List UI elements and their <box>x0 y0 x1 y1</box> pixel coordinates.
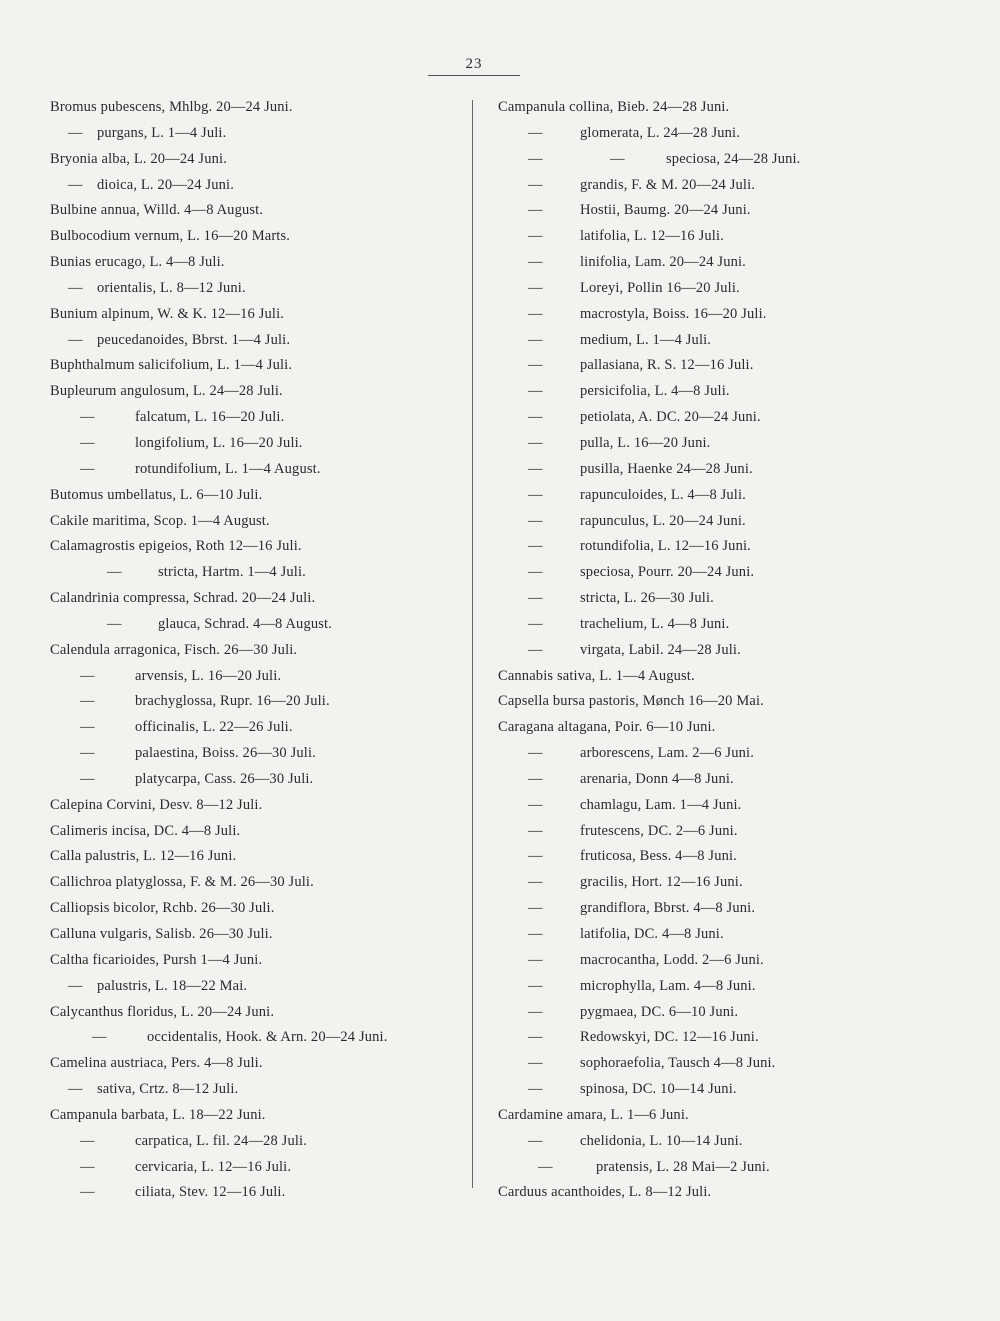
entry-line <box>498 1077 938 1103</box>
entry-text: spinosa, DC. 10—14 Juni. <box>580 1081 737 1098</box>
entry-text: grandiflora, Bbrst. 4—8 Juni. <box>580 900 756 917</box>
entry-line <box>498 1025 938 1051</box>
entry-line <box>50 224 465 250</box>
entry-line <box>50 1051 465 1077</box>
entry-text: occidentalis, Hook. & Arn. 20—24 Juni. <box>147 1029 388 1046</box>
entry-line <box>498 431 938 457</box>
entry-text: Bupleurum angulosum, L. 24—28 Juli. <box>50 383 283 400</box>
entry-line <box>50 405 465 431</box>
ditto-dash: — <box>528 1081 543 1098</box>
ditto-dash: — <box>528 512 543 529</box>
entry-text: trachelium, L. 4—8 Juni. <box>580 615 730 632</box>
entry-text: Capsella bursa pastoris, Mønch 16—20 Mai. <box>498 693 764 710</box>
entry-line <box>50 586 465 612</box>
entry-text: arenaria, Donn 4—8 Juni. <box>580 770 734 787</box>
entry-text: Caragana altagana, Poir. 6—10 Juni. <box>498 719 716 736</box>
entry-text: rapunculus, L. 20—24 Juni. <box>580 512 746 529</box>
entry-text: peucedanoides, Bbrst. 1—4 Juli. <box>97 331 291 348</box>
entry-line <box>498 198 938 224</box>
entry-text: Cakile maritima, Scop. 1—4 August. <box>50 512 270 529</box>
entry-text: Carduus acanthoides, L. 8—12 Juli. <box>498 1184 712 1201</box>
ditto-dash: — <box>68 176 83 193</box>
entry-text: medium, L. 1—4 Juli. <box>580 331 712 348</box>
entry-text: pulla, L. 16—20 Juni. <box>580 434 711 451</box>
ditto-dash: — <box>528 486 543 503</box>
page-number: 23 <box>428 56 520 76</box>
entry-text: rotundifolia, L. 12—16 Juni. <box>580 538 751 555</box>
entry-line <box>50 509 465 535</box>
entry-line <box>50 121 465 147</box>
entry-text: chelidonia, L. 10—14 Juni. <box>580 1132 743 1149</box>
ditto-dash: — <box>80 770 95 787</box>
entry-text: rapunculoides, L. 4—8 Juli. <box>580 486 746 503</box>
ditto-dash: — <box>528 977 543 994</box>
entry-line <box>498 353 938 379</box>
entry-text: Hostii, Baumg. 20—24 Juni. <box>580 202 751 219</box>
entry-line <box>498 405 938 431</box>
entry-line <box>498 1103 938 1129</box>
entry-line <box>498 741 938 767</box>
entry-line <box>50 741 465 767</box>
entry-line <box>498 870 938 896</box>
entry-line <box>498 612 938 638</box>
entry-line <box>498 483 938 509</box>
ditto-dash: — <box>107 564 122 581</box>
ditto-dash: — <box>528 460 543 477</box>
ditto-dash: — <box>528 1003 543 1020</box>
entry-line <box>50 250 465 276</box>
entry-line <box>50 715 465 741</box>
entry-text: Calamagrostis epigeios, Roth 12—16 Juli. <box>50 538 302 555</box>
ditto-dash: — <box>68 331 83 348</box>
entry-line <box>50 870 465 896</box>
entry-line <box>498 586 938 612</box>
entry-line <box>498 819 938 845</box>
ditto-dash: — <box>528 1132 543 1149</box>
entry-text: Redowskyi, DC. 12—16 Juni. <box>580 1029 759 1046</box>
entry-line <box>50 948 465 974</box>
entry-line <box>498 1155 938 1181</box>
entry-line <box>50 353 465 379</box>
entry-line <box>498 1180 938 1206</box>
entry-line <box>50 612 465 638</box>
entry-line <box>50 379 465 405</box>
ditto-dash: — <box>528 1029 543 1046</box>
entry-text: falcatum, L. 16—20 Juli. <box>135 409 285 426</box>
entry-text: Calepina Corvini, Desv. 8—12 Juli. <box>50 796 263 813</box>
entry-line <box>50 1103 465 1129</box>
entry-line <box>50 1000 465 1026</box>
entry-line <box>50 1180 465 1206</box>
entry-text: macrocantha, Lodd. 2—6 Juni. <box>580 951 764 968</box>
ditto-dash: — <box>80 693 95 710</box>
entry-text: cervicaria, L. 12—16 Juli. <box>135 1158 292 1175</box>
ditto-dash: — <box>528 434 543 451</box>
entry-line <box>498 844 938 870</box>
entry-line <box>498 689 938 715</box>
entry-text: Caltha ficarioides, Pursh 1—4 Juni. <box>50 951 263 968</box>
entry-line <box>498 896 938 922</box>
entry-text: virgata, Labil. 24—28 Juli. <box>580 641 741 658</box>
entry-text: pratensis, L. 28 Mai—2 Juni. <box>596 1158 770 1175</box>
entry-text: latifolia, DC. 4—8 Juni. <box>580 926 724 942</box>
ditto-dash: — <box>528 409 543 426</box>
entry-line <box>50 95 465 121</box>
entry-text: Calluna vulgaris, Salisb. 26—30 Juli. <box>50 926 273 942</box>
entry-text: arborescens, Lam. 2—6 Juni. <box>580 745 754 762</box>
entry-line <box>50 276 465 302</box>
ditto-dash: — <box>528 848 543 865</box>
entry-text: grandis, F. & M. 20—24 Juli. <box>580 176 756 193</box>
ditto-dash: — <box>528 564 543 581</box>
ditto-dash: — <box>528 383 543 400</box>
ditto-dash: — <box>107 615 122 632</box>
entry-line <box>50 302 465 328</box>
entry-line <box>498 302 938 328</box>
entry-text: officinalis, L. 22—26 Juli. <box>135 719 293 736</box>
entry-line <box>498 948 938 974</box>
ditto-dash: — <box>80 667 95 684</box>
entry-text: macrostyla, Boiss. 16—20 Juli. <box>580 305 767 322</box>
entry-line <box>498 147 938 173</box>
ditto-dash: — <box>610 150 625 167</box>
entry-text: longifolium, L. 16—20 Juli. <box>135 434 303 451</box>
entry-line <box>498 922 938 948</box>
entry-text: Calandrinia compressa, Schrad. 20—24 Juli. <box>50 590 316 607</box>
entry-text: palustris, L. 18—22 Mai. <box>97 977 248 994</box>
entry-line <box>498 457 938 483</box>
entry-text: Campanula collina, Bieb. 24—28 Juni. <box>498 99 730 115</box>
ditto-dash: — <box>80 719 95 736</box>
entry-text: Calendula arragonica, Fisch. 26—30 Juli. <box>50 641 298 658</box>
left-column <box>50 95 465 1206</box>
entry-line <box>50 483 465 509</box>
entry-line <box>498 509 938 535</box>
entry-line <box>50 689 465 715</box>
ditto-dash: — <box>80 745 95 762</box>
entry-line <box>498 560 938 586</box>
entry-line <box>50 457 465 483</box>
entry-line <box>50 1129 465 1155</box>
ditto-dash: — <box>528 538 543 555</box>
ditto-dash: — <box>68 279 83 296</box>
entry-line <box>498 1051 938 1077</box>
entry-text: frutescens, DC. 2—6 Juni. <box>580 822 738 839</box>
entry-text: gracilis, Hort. 12—16 Juni. <box>580 874 743 891</box>
ditto-dash: — <box>528 926 543 942</box>
entry-text: Calla palustris, L. 12—16 Juni. <box>50 848 237 865</box>
ditto-dash: — <box>528 641 543 658</box>
entry-line <box>50 198 465 224</box>
ditto-dash: — <box>80 434 95 451</box>
entry-text: petiolata, A. DC. 20—24 Juni. <box>580 409 761 426</box>
entry-line <box>50 922 465 948</box>
ditto-dash: — <box>528 124 543 141</box>
ditto-dash: — <box>528 874 543 891</box>
entry-line <box>50 560 465 586</box>
entry-text: brachyglossa, Rupr. 16—20 Juli. <box>135 693 330 710</box>
entry-line <box>50 819 465 845</box>
entry-text: chamlagu, Lam. 1—4 Juni. <box>580 796 742 813</box>
entry-text: Bunium alpinum, W. & K. 12—16 Juli. <box>50 305 285 322</box>
ditto-dash: — <box>528 357 543 374</box>
ditto-dash: — <box>80 1158 95 1175</box>
entry-text: persicifolia, L. 4—8 Juli. <box>580 383 730 400</box>
entry-line <box>50 767 465 793</box>
entry-line <box>498 767 938 793</box>
entry-text: Calimeris incisa, DC. 4—8 Juli. <box>50 822 241 839</box>
entry-line <box>498 224 938 250</box>
entry-text: purgans, L. 1—4 Juli. <box>97 124 227 141</box>
entry-line <box>50 974 465 1000</box>
entry-line <box>50 1025 465 1051</box>
entry-text: Calycanthus floridus, L. 20—24 Juni. <box>50 1003 275 1020</box>
entry-text: fruticosa, Bess. 4—8 Juni. <box>580 848 737 865</box>
entry-text: sophoraefolia, Tausch 4—8 Juni. <box>580 1055 776 1072</box>
entry-text: Bulbine annua, Willd. 4—8 August. <box>50 202 264 219</box>
entry-line <box>50 1155 465 1181</box>
entry-line <box>50 328 465 354</box>
entry-text: arvensis, L. 16—20 Juli. <box>135 667 282 684</box>
ditto-dash: — <box>80 409 95 426</box>
ditto-dash: — <box>528 745 543 762</box>
entry-text: Cardamine amara, L. 1—6 Juni. <box>498 1106 689 1123</box>
ditto-dash: — <box>528 202 543 219</box>
entry-line <box>50 896 465 922</box>
ditto-dash: — <box>92 1029 107 1046</box>
ditto-dash: — <box>538 1158 553 1175</box>
entry-line <box>498 1129 938 1155</box>
entry-line <box>498 638 938 664</box>
entry-text: latifolia, L. 12—16 Juli. <box>580 228 724 245</box>
ditto-dash: — <box>80 460 95 477</box>
entry-text: Calliopsis bicolor, Rchb. 26—30 Juli. <box>50 900 275 917</box>
entry-text: dioica, L. 20—24 Juni. <box>97 176 235 193</box>
right-column <box>498 95 938 1206</box>
ditto-dash: — <box>528 796 543 813</box>
entry-text: speciosa, Pourr. 20—24 Juni. <box>580 564 755 581</box>
entry-text: linifolia, Lam. 20—24 Juni. <box>580 254 746 271</box>
entry-text: glauca, Schrad. 4—8 August. <box>158 615 332 632</box>
ditto-dash: — <box>80 1132 95 1149</box>
entry-text: Bromus pubescens, Mhlbg. 20—24 Juni. <box>50 99 293 115</box>
entry-text: orientalis, L. 8—12 Juni. <box>97 279 246 296</box>
entry-line <box>498 664 938 690</box>
entry-line <box>50 793 465 819</box>
ditto-dash: — <box>528 150 543 167</box>
entry-text: Butomus umbellatus, L. 6—10 Juli. <box>50 486 263 503</box>
ditto-dash: — <box>528 305 543 322</box>
ditto-dash: — <box>80 1184 95 1201</box>
entry-text: Buphthalmum salicifolium, L. 1—4 Juli. <box>50 357 293 374</box>
entry-text: speciosa, 24—28 Juni. <box>666 150 801 167</box>
entry-line <box>50 638 465 664</box>
entry-text: pusilla, Haenke 24—28 Juni. <box>580 460 753 477</box>
ditto-dash: — <box>68 977 83 994</box>
entry-text: Callichroa platyglossa, F. & M. 26—30 Juli. <box>50 874 314 891</box>
ditto-dash: — <box>528 770 543 787</box>
ditto-dash: — <box>528 951 543 968</box>
ditto-dash: — <box>528 279 543 296</box>
entry-text: stricta, Hartm. 1—4 Juli. <box>158 564 306 581</box>
entry-text: microphylla, Lam. 4—8 Juni. <box>580 977 756 994</box>
column-divider <box>472 100 473 1188</box>
ditto-dash: — <box>528 822 543 839</box>
entry-line <box>498 1000 938 1026</box>
entry-line <box>498 250 938 276</box>
entry-line <box>498 328 938 354</box>
entry-text: glomerata, L. 24—28 Juni. <box>580 124 741 141</box>
ditto-dash: — <box>68 124 83 141</box>
entry-text: Camelina austriaca, Pers. 4—8 Juli. <box>50 1055 263 1072</box>
ditto-dash: — <box>528 228 543 245</box>
ditto-dash: — <box>528 590 543 607</box>
entry-text: stricta, L. 26—30 Juli. <box>580 590 714 607</box>
entry-line <box>50 844 465 870</box>
entry-line <box>50 431 465 457</box>
entry-line <box>498 276 938 302</box>
entry-line <box>498 534 938 560</box>
entry-text: Bryonia alba, L. 20—24 Juni. <box>50 150 227 167</box>
entry-line <box>50 147 465 173</box>
ditto-dash: — <box>528 1055 543 1072</box>
entry-text: Cannabis sativa, L. 1—4 August. <box>498 667 695 684</box>
entry-text: Loreyi, Pollin 16—20 Juli. <box>580 279 740 296</box>
entry-text: Bulbocodium vernum, L. 16—20 Marts. <box>50 228 291 245</box>
entry-line <box>50 664 465 690</box>
ditto-dash: — <box>528 176 543 193</box>
entry-line <box>498 173 938 199</box>
entry-line <box>50 173 465 199</box>
entry-text: Bunias erucago, L. 4—8 Juli. <box>50 254 225 271</box>
entry-line <box>498 793 938 819</box>
entry-text: ciliata, Stev. 12—16 Juli. <box>135 1184 286 1201</box>
entry-text: carpatica, L. fil. 24—28 Juli. <box>135 1132 308 1149</box>
entry-line <box>50 1077 465 1103</box>
entry-text: palaestina, Boiss. 26—30 Juli. <box>135 745 316 762</box>
ditto-dash: — <box>528 254 543 271</box>
entry-text: rotundifolium, L. 1—4 August. <box>135 460 321 477</box>
entry-text: Campanula barbata, L. 18—22 Juni. <box>50 1106 266 1123</box>
ditto-dash: — <box>528 900 543 917</box>
entry-line <box>498 121 938 147</box>
entry-line <box>50 534 465 560</box>
entry-line <box>498 95 938 121</box>
entry-line <box>498 715 938 741</box>
entry-text: pygmaea, DC. 6—10 Juni. <box>580 1003 739 1020</box>
entry-text: sativa, Crtz. 8—12 Juli. <box>97 1081 239 1098</box>
entry-text: pallasiana, R. S. 12—16 Juli. <box>580 357 754 374</box>
entry-text: platycarpa, Cass. 26—30 Juli. <box>135 770 314 787</box>
ditto-dash: — <box>528 331 543 348</box>
ditto-dash: — <box>528 615 543 632</box>
entry-line <box>498 974 938 1000</box>
entry-line <box>498 379 938 405</box>
ditto-dash: — <box>68 1081 83 1098</box>
